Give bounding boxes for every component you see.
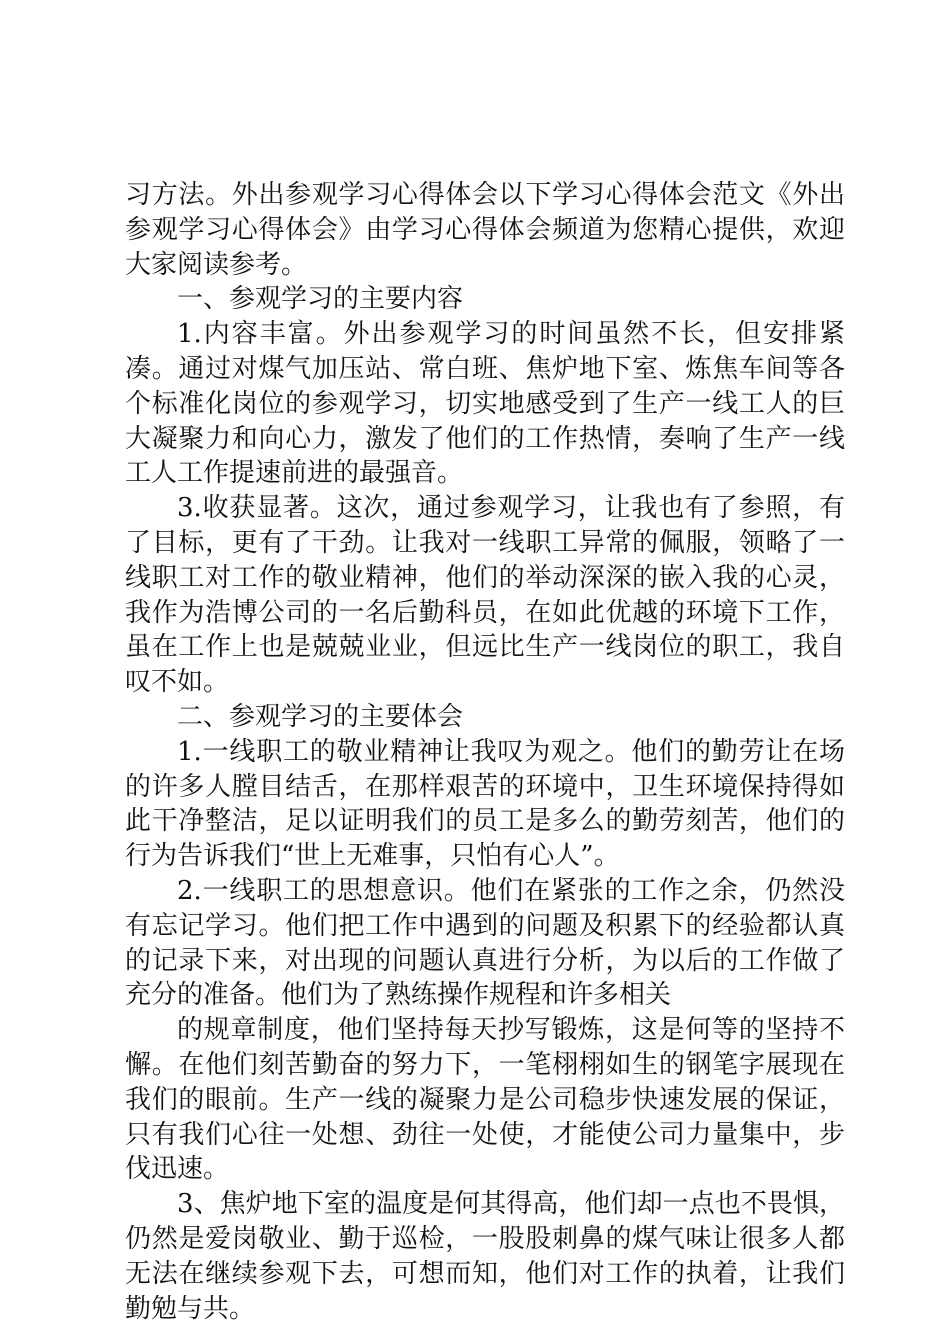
document-body <box>125 178 845 1326</box>
paragraph-basement: 3、焦炉地下室的温度是何其得高，他们却一点也不畏惧，仍然是爱岗敬业、勤于巡检，一股股刺鼻的煤气味让很多人都无法在继续参观下去，可想而知，他们对工作的执着，让我们勤勉与共。 <box>125 1189 845 1324</box>
paragraph-rich-content: 1.内容丰富。外出参观学习的时间虽然不长，但安排紧凑。通过对煤气加压站、常白班、焦炉地下室、炼焦车间等各个标准化岗位的参观学习，切实地感受到了生产一线工人的巨大凝聚力和向心力，激发了他们的工作热情，奏响了生产一线工人工作提速前进的最强音。 <box>125 319 845 489</box>
paragraph-remarkable-gains: 3.收获显著。这次，通过参观学习，让我也有了参照，有了目标，更有了干劲。让我对一线职工异常的佩服，领略了一线职工对工作的敬业精神，他们的举动深深的嵌入我的心灵，我作为浩博公司的一名后勤科员，在如此优越的环境下工作，虽在工作上也是兢兢业业，但远比生产一线岗位的职工，我自叹不如。 <box>125 493 845 698</box>
paragraph-awareness: 2.一线职工的思想意识。他们在紧张的工作之余，仍然没有忘记学习。他们把工作中遇到的问题及积累下的经验都认真的记录下来，对出现的问题认真进行分析，为以后的工作做了充分的准备。他们为了熟练操作规程和许多相关 <box>125 875 845 1011</box>
section-heading-insights: 二、参观学习的主要体会 <box>177 701 464 732</box>
paragraph-dedication: 1.一线职工的敬业精神让我叹为观之。他们的勤劳让在场的许多人膛目结舌，在那样艰苦的环境中，卫生环境保持得如此干净整洁，足以证明我们的员工是多么的勤劳刻苦，他们的行为告诉我们“世上无难事，只怕有心人”。 <box>125 736 845 872</box>
section-heading-content: 一、参观学习的主要内容 <box>177 284 464 315</box>
paragraph-regulations: 的规章制度，他们坚持每天抄写锻炼，这是何等的坚持不懈。在他们刻苦勤奋的努力下，一笔栩栩如生的钢笔字展现在我们的眼前。生产一线的凝聚力是公司稳步快速发展的保证，只有我们心往一处想、劲往一处使，才能使公司力量集中，步伐迅速。 <box>125 1015 845 1185</box>
paragraph-intro: 习方法。外出参观学习心得体会以下学习心得体会范文《外出参观学习心得体会》由学习心得体会频道为您精心提供，欢迎大家阅读参考。 <box>125 180 845 280</box>
